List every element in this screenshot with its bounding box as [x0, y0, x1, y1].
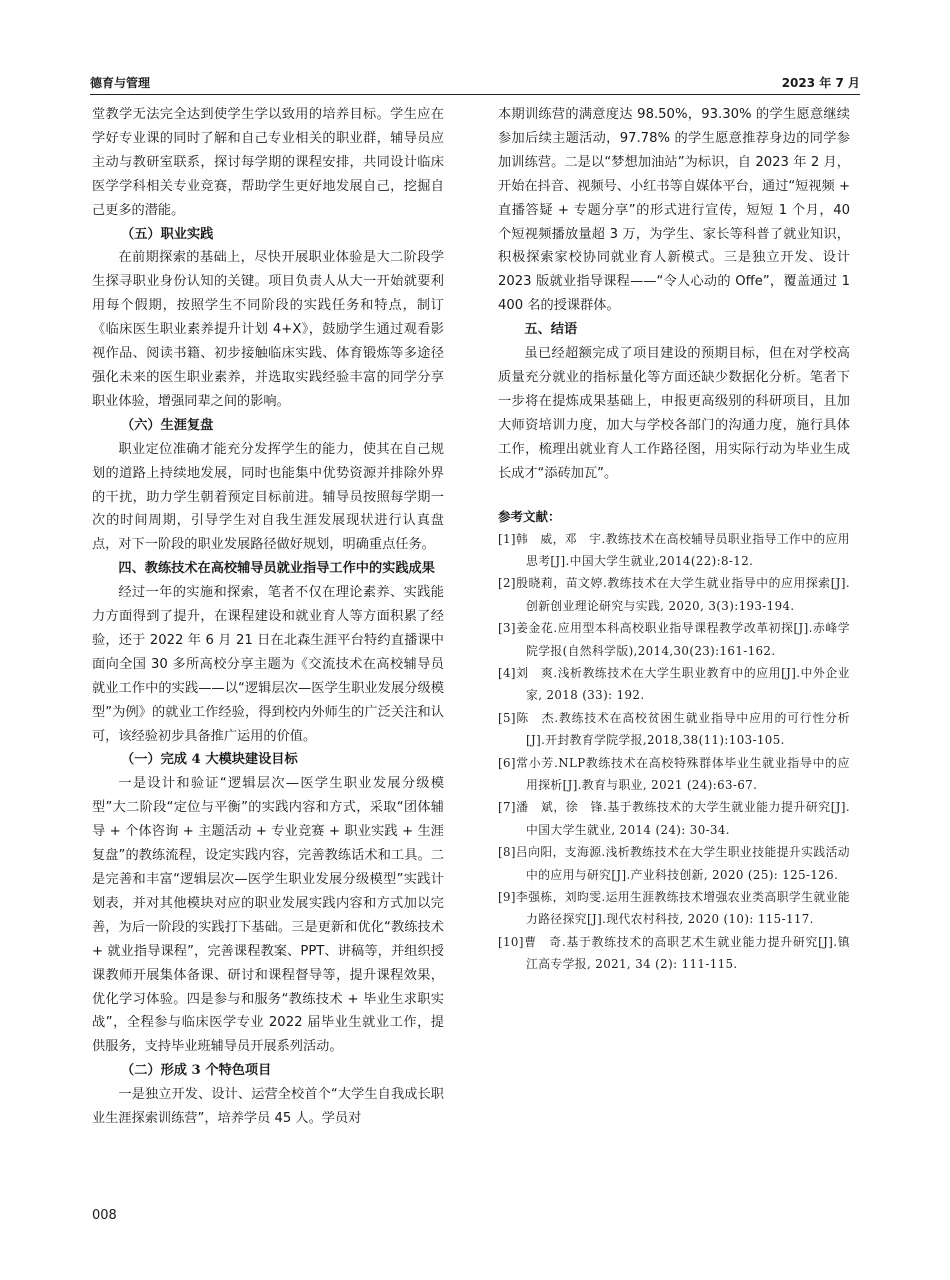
subheading-career-review: （六）生涯复盘 — [121, 417, 214, 433]
paragraph-projects-continued: 本期训练营的满意度达 98.50%，93.30% 的学生愿意继续参加后续主题活动，97.78% 的学生愿意推荐身边的同学参加训练营。二是以“梦想加油站”为标识，自 2023 年 2 月，开始在抖音、视频号、小红书等自媒体平台，通过“短视频 + 直播答疑 + 专题分享”的形式进行宣传，短短 1 个月，40 个短视频播放量超 3 万，为学生、家长等科普了就业知识，积极探索家校协同就业育人新模式。三是独立开发、设计 2023 版就业指导课程——“令人心动的 Offe”，覆盖通过 1 400 名的授课群体。 — [498, 107, 850, 314]
reference-item: [4]刘 爽.浅析教练技术在大学生职业教育中的应用[J].中外企业家, 2018 (33): 192. — [498, 665, 850, 703]
paragraph-career-review: 职业定位准确才能充分发挥学生的能力，使其在自己规划的道路上持续地发展，同时也能集中优势资源并排除外界的干扰，助力学生朝着预定目标前进。辅导员按照每学期一次的时间周期，引导学生对自我生涯发展现状进行认真盘点，对下一阶段的职业发展路径做好规划，明确重点任务。 — [92, 441, 444, 553]
subheading-four-modules: （一）完成 4 大模块建设目标 — [121, 752, 298, 768]
subheading-three-projects: （二）形成 3 个特色项目 — [121, 1063, 272, 1079]
reference-list — [498, 528, 850, 976]
running-header — [90, 74, 860, 95]
reference-item: [8]吕向阳，支海源.浅析教练技术在大学生职业技能提升实践活动中的应用与研究[J].产业科技创新, 2020 (25): 125-126. — [498, 845, 850, 882]
page-number: 008 — [92, 1208, 117, 1223]
reference-item: [1]韩 威，邓 宇.教练技术在高校辅导员职业指导工作中的应用思考[J].中国大学生就业,2014(22):8-12. — [498, 531, 850, 568]
paragraph-conclusion: 虽已经超额完成了项目建设的预期目标，但在对学校高质量充分就业的指标量化等方面还缺少数据化分析。笔者下一步将在提炼成果基础上，申报更高级别的科研项目，且加大师资培训力度，加大与学校各部门的沟通力度，施行具体工作，梳理出就业育人工作路径图，用实际行动为毕业生成长成才“添砖加瓦”。 — [498, 346, 850, 481]
right-column — [498, 103, 850, 976]
paragraph-results: 经过一年的实施和探索，笔者不仅在理论素养、实践能力方面得到了提升，在课程建设和就业育人等方面积累了经验，还于 2022 年 6 月 21 日在北森生涯平台特约直播课中面向全国 30 多所高校分享主题为《交流技术在高校辅导员就业工作中的实践——以“逻辑层次—医学生职业发展分级模型”为例》的就业工作经验，得到校内外师生的广泛关注和认可，该经验初步具备推广运用的价值。 — [92, 585, 444, 744]
paragraph-career-practice: 在前期探索的基础上，尽快开展职业体验是大二阶段学生探寻职业身份认知的关键。项目负责人从大一开始就要利用每个假期，按照学生不同阶段的实践任务和特点，制订《临床医生职业素养提升计划 4+X》，鼓励学生通过观看影视作品、阅读书籍、初步接触临床实践、体育锻炼等多途径强化未来的医生职业素养，并选取实践经验丰富的同学分享职业体验，增强同辈之间的影响。 — [92, 250, 444, 409]
references-title: 参考文献： — [498, 508, 561, 524]
reference-item: [2]殷晓莉，苗文婷.教练技术在大学生就业指导中的应用探索[J].创新创业理论研究与实践, 2020, 3(3):193-194. — [498, 576, 850, 613]
reference-item: [5]陈 杰.教练技术在高校贫困生就业指导中应用的可行性分析[J].开封教育学院学报,2018,38(11):103-105. — [498, 710, 850, 748]
paragraph-continued: 堂教学无法完全达到使学生学以致用的培养目标。学生应在学好专业课的同时了解和自己专业相关的职业群，辅导员应主动与教研室联系，探讨每学期的课程安排，共同设计临床医学学科相关专业竞赛，帮助学生更好地发展自己，挖掘自己更多的潜能。 — [92, 107, 444, 218]
issue-date: 2023 年 7 月 — [781, 76, 860, 90]
section-heading-results: 四、教练技术在高校辅导员就业指导工作中的实践成果 — [118, 561, 435, 577]
journal-section-title: 德育与管理 — [90, 76, 151, 90]
reference-item: [6]常小芳.NLP教练技术在高校特殊群体毕业生就业指导中的应用探析[J].教育与职业, 2021 (24):63-67. — [498, 755, 850, 792]
subheading-career-practice: （五）职业实践 — [121, 226, 214, 242]
reference-item: [10]曹 奇.基于教练技术的高职艺术生就业能力提升研究[J].镇江高专学报, 2021, 34 (2): 111-115. — [498, 934, 850, 972]
reference-item: [9]李强栋，刘昀雯.运用生涯教练技术增强农业类高职学生就业能力路径探究[J].现代农村科技, 2020 (10): 115-117. — [498, 890, 850, 927]
left-column — [92, 103, 444, 1131]
reference-item: [7]潘 斌，徐 锋.基于教练技术的大学生就业能力提升研究[J].中国大学生就业, 2014 (24): 30-34. — [498, 800, 850, 837]
paragraph-four-modules: 一是设计和验证“逻辑层次—医学生职业发展分级模型”大二阶段“定位与平衡”的实践内容和方式，采取“团体辅导 + 个体咨询 + 主题活动 + 专业竞赛 + 职业实践 + 生涯复盘”的教练流程，设定实践内容，完善教练话术和工具。二是完善和丰富“逻辑层次—医学生职业发展分级模型”实践计划表，并对其他模块对应的职业发展实践内容和方式加以完善，为后一阶段的实践打下基础。三是更新和优化“教练技术 + 就业指导课程”，完善课程教案、PPT、讲稿等，并组织授课教师开展集体备课、研讨和课程督导等，提升课程效果，优化学习体验。四是参与和服务“教练技术 + 毕业生求职实战”，全程参与临床医学专业 2022 届毕业生就业工作，提供服务，支持毕业班辅导员开展系列活动。 — [92, 776, 444, 1055]
paragraph-three-projects: 一是独立开发、设计、运营全校首个“大学生自我成长职业生涯探索训练营”，培养学员 45 人。学员对 — [92, 1087, 444, 1127]
reference-item: [3]姜金花.应用型本科高校职业指导课程教学改革初探[J].赤峰学院学报(自然科学版),2014,30(23):161-162. — [498, 621, 850, 658]
section-heading-conclusion: 五、结语 — [524, 322, 578, 338]
